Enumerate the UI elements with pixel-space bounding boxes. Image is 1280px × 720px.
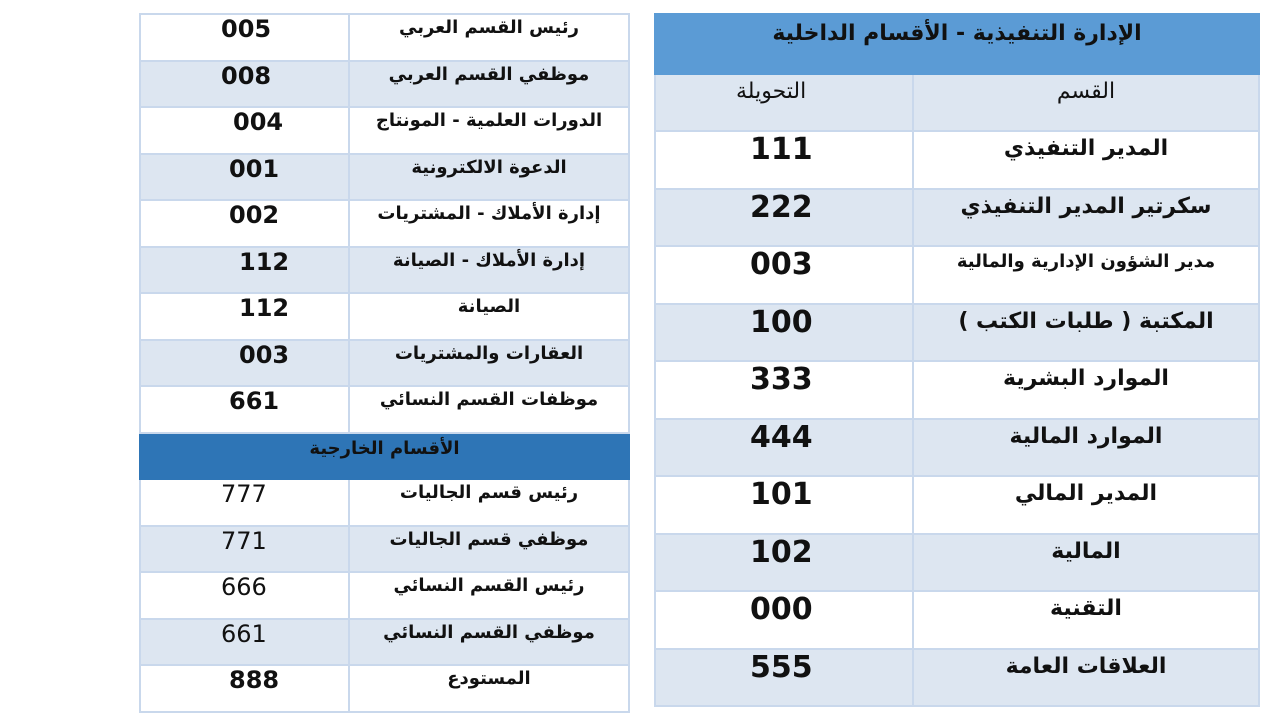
table-row [140,200,629,247]
department-cell: الموارد البشرية [913,361,1259,419]
table-row [140,526,629,573]
extension-cell: 008 [140,61,349,108]
table-row [655,476,1259,534]
department-cell: موظفي قسم الجاليات [349,526,629,573]
extension-cell: 888 [140,665,349,712]
department-cell: الدورات العلمية - المونتاج [349,107,629,154]
extension-cell: 666 [140,572,349,619]
department-cell: الموارد المالية [913,419,1259,477]
department-cell: مدير الشؤون الإدارية والمالية [913,246,1259,304]
left-departments-table [139,13,630,713]
internal-column-header-row [655,74,1259,131]
extension-cell: 222 [655,189,913,247]
extension-cell: 001 [140,154,349,201]
internal-title: الإدارة التنفيذية - الأقسام الداخلية [655,14,1259,74]
extension-cell: 777 [140,479,349,526]
table-row [655,591,1259,649]
department-cell: إدارة الأملاك - المشتريات [349,200,629,247]
table-row [140,665,629,712]
department-column-header: القسم [913,74,1259,131]
table-row [655,649,1259,707]
table-row [140,293,629,340]
extension-cell: 100 [655,304,913,362]
department-cell: العلاقات العامة [913,649,1259,707]
table-row [140,479,629,526]
extension-cell: 101 [655,476,913,534]
extension-cell: 003 [655,246,913,304]
extension-cell: 112 [140,247,349,294]
extension-cell: 555 [655,649,913,707]
extension-cell: 003 [140,340,349,387]
extension-cell: 000 [655,591,913,649]
extension-cell: 005 [140,14,349,61]
table-row [140,619,629,666]
table-row [140,247,629,294]
table-row [655,189,1259,247]
external-section-title: الأقسام الخارجية [140,433,629,480]
table-row [655,419,1259,477]
department-cell: الدعوة الالكترونية [349,154,629,201]
extension-cell: 444 [655,419,913,477]
department-cell: موظفي القسم النسائي [349,619,629,666]
extension-cell: 771 [140,526,349,573]
extension-cell: 333 [655,361,913,419]
table-row [140,572,629,619]
extension-cell: 102 [655,534,913,592]
extension-column-header: التحويلة [655,74,913,131]
department-cell: الصيانة [349,293,629,340]
table-row [140,61,629,108]
internal-title-row [655,14,1259,74]
department-cell: رئيس القسم العربي [349,14,629,61]
table-row [655,131,1259,189]
department-cell: التقنية [913,591,1259,649]
table-row [655,361,1259,419]
extension-cell: 002 [140,200,349,247]
department-cell: رئيس القسم النسائي [349,572,629,619]
internal-departments-table [654,13,1260,707]
extension-cell: 112 [140,293,349,340]
department-cell: سكرتير المدير التنفيذي [913,189,1259,247]
table-row [140,340,629,387]
department-cell: المدير المالي [913,476,1259,534]
table-row [140,386,629,433]
table-row [655,304,1259,362]
department-cell: موظفي القسم العربي [349,61,629,108]
extension-cell: 004 [140,107,349,154]
department-cell: رئيس قسم الجاليات [349,479,629,526]
table-row [655,534,1259,592]
department-cell: المدير التنفيذي [913,131,1259,189]
external-section-row [140,433,629,480]
extension-cell: 661 [140,619,349,666]
department-cell: إدارة الأملاك - الصيانة [349,247,629,294]
table-row [655,246,1259,304]
department-cell: المالية [913,534,1259,592]
table-row [140,107,629,154]
department-cell: المستودع [349,665,629,712]
department-cell: موظفات القسم النسائي [349,386,629,433]
table-row [140,154,629,201]
department-cell: المكتبة ( طلبات الكتب ) [913,304,1259,362]
table-row [140,14,629,61]
department-cell: العقارات والمشتريات [349,340,629,387]
extension-cell: 111 [655,131,913,189]
extension-cell: 661 [140,386,349,433]
